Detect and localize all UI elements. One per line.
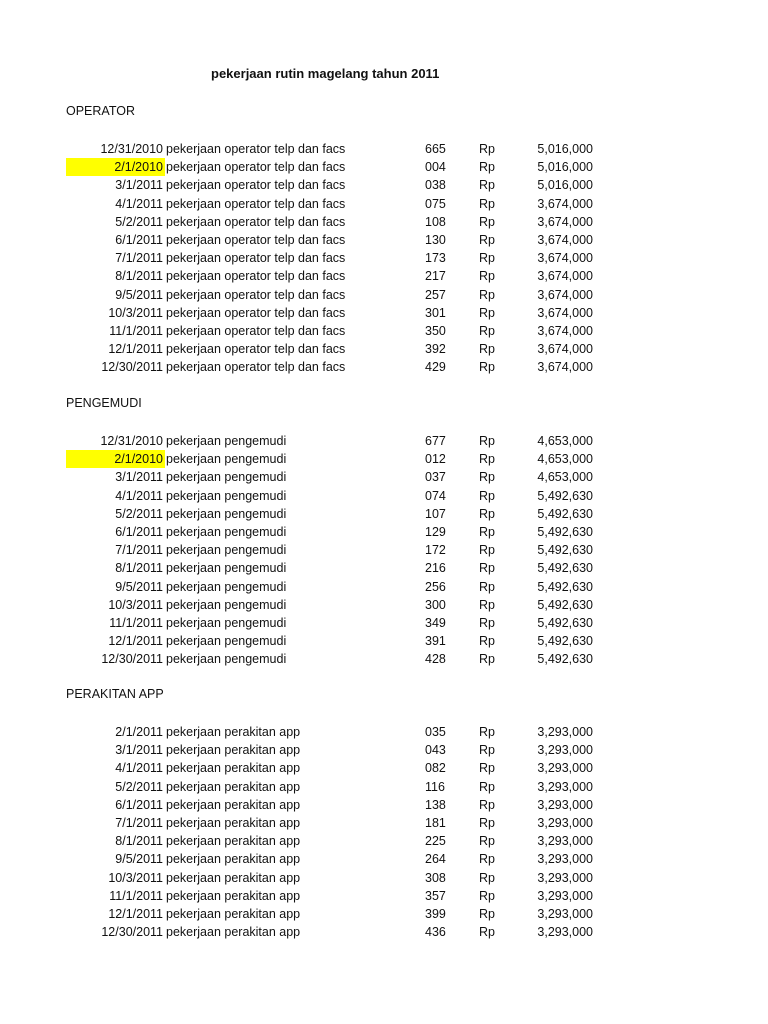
currency-cell: Rp: [479, 907, 495, 921]
date-cell: 2/1/2010: [66, 158, 165, 176]
amount-cell: 3,674,000: [537, 251, 593, 266]
amount-cell: 5,492,630: [537, 506, 593, 521]
code-cell: 038: [425, 178, 446, 193]
table-row: [0, 559, 768, 577]
description-cell: pekerjaan perakitan app: [166, 834, 301, 849]
description-cell: pekerjaan operator telp dan facs: [166, 287, 346, 302]
date-cell: 8/1/2011: [115, 269, 163, 284]
code-cell: 429: [425, 360, 446, 375]
amount-cell: 3,293,000: [537, 870, 593, 885]
table-row: [0, 923, 768, 941]
description-cell: pekerjaan operator telp dan facs: [166, 324, 346, 338]
currency-cell: Rp: [479, 142, 495, 156]
description-cell: pekerjaan perakitan app: [166, 797, 301, 812]
date-cell: 4/1/2011: [115, 761, 163, 776]
date-cell: 6/1/2011: [115, 797, 163, 812]
date-cell: 10/3/2011: [108, 597, 163, 612]
amount-cell: 3,674,000: [537, 269, 593, 284]
date-cell: 6/1/2011: [115, 233, 163, 247]
currency-cell: Rp: [479, 525, 495, 539]
code-cell: 225: [425, 834, 446, 849]
currency-cell: Rp: [479, 816, 495, 830]
currency-cell: Rp: [479, 725, 495, 739]
amount-cell: 3,674,000: [537, 342, 593, 357]
date-cell: 9/5/2011: [115, 287, 163, 302]
code-cell: 082: [425, 761, 446, 776]
amount-cell: 5,492,630: [537, 525, 593, 539]
amount-cell: 3,674,000: [537, 287, 593, 302]
code-cell: 665: [425, 142, 446, 156]
table-row: [0, 741, 768, 759]
currency-cell: Rp: [479, 597, 495, 612]
date-cell: 11/1/2011: [109, 324, 163, 338]
amount-cell: 3,674,000: [537, 305, 593, 320]
currency-cell: Rp: [479, 287, 495, 302]
currency-cell: Rp: [479, 634, 495, 649]
description-cell: pekerjaan perakitan app: [166, 816, 301, 830]
code-cell: 012: [425, 452, 446, 467]
table-row: [0, 614, 768, 632]
table-row: [0, 578, 768, 596]
table-row: [0, 632, 768, 650]
currency-cell: Rp: [479, 579, 495, 594]
amount-cell: 3,293,000: [537, 852, 593, 867]
code-cell: 037: [425, 470, 446, 485]
code-cell: 216: [425, 561, 446, 576]
date-cell: 12/30/2011: [101, 925, 163, 940]
table-row: [0, 322, 768, 340]
description-cell: pekerjaan operator telp dan facs: [166, 251, 346, 266]
description-cell: pekerjaan operator telp dan facs: [166, 178, 346, 193]
currency-cell: Rp: [479, 305, 495, 320]
section-header: PENGEMUDI: [66, 396, 142, 410]
amount-cell: 5,016,000: [537, 160, 593, 175]
description-cell: pekerjaan pengemudi: [166, 434, 287, 448]
date-cell: 3/1/2011: [115, 178, 163, 193]
table-row: [0, 523, 768, 541]
currency-cell: Rp: [479, 360, 495, 375]
code-cell: 217: [425, 269, 446, 284]
description-cell: pekerjaan pengemudi: [166, 597, 287, 612]
description-cell: pekerjaan perakitan app: [166, 852, 301, 867]
description-cell: pekerjaan operator telp dan facs: [166, 360, 346, 375]
description-cell: pekerjaan pengemudi: [166, 561, 287, 576]
table-row: [0, 468, 768, 486]
code-cell: 350: [425, 324, 446, 338]
code-cell: 035: [425, 725, 446, 739]
amount-cell: 3,674,000: [537, 324, 593, 338]
amount-cell: 5,492,630: [537, 561, 593, 576]
description-cell: pekerjaan operator telp dan facs: [166, 233, 346, 247]
table-row: [0, 158, 768, 176]
code-cell: 075: [425, 196, 446, 211]
date-cell: 12/30/2011: [101, 652, 163, 667]
currency-cell: Rp: [479, 434, 495, 448]
date-cell: 12/1/2011: [108, 342, 163, 357]
table-row: [0, 723, 768, 741]
table-row: [0, 850, 768, 868]
table-row: [0, 814, 768, 832]
amount-cell: 3,293,000: [537, 907, 593, 921]
currency-cell: Rp: [479, 616, 495, 630]
table-row: [0, 304, 768, 322]
code-cell: 308: [425, 870, 446, 885]
amount-cell: 5,492,630: [537, 652, 593, 667]
table-row: [0, 231, 768, 249]
date-cell: 6/1/2011: [115, 525, 163, 539]
date-cell: 7/1/2011: [115, 543, 163, 558]
date-cell: 11/1/2011: [109, 888, 163, 903]
amount-cell: 3,293,000: [537, 743, 593, 758]
date-cell: 3/1/2011: [115, 743, 163, 758]
amount-cell: 3,293,000: [537, 888, 593, 903]
description-cell: pekerjaan perakitan app: [166, 743, 301, 758]
date-cell: 7/1/2011: [115, 251, 163, 266]
amount-cell: 3,674,000: [537, 233, 593, 247]
code-cell: 436: [425, 925, 446, 940]
code-cell: 399: [425, 907, 446, 921]
code-cell: 074: [425, 488, 446, 503]
description-cell: pekerjaan operator telp dan facs: [166, 305, 346, 320]
page-title: pekerjaan rutin magelang tahun 2011: [211, 66, 440, 81]
currency-cell: Rp: [479, 797, 495, 812]
code-cell: 172: [425, 543, 446, 558]
currency-cell: Rp: [479, 652, 495, 667]
table-row: [0, 213, 768, 231]
description-cell: pekerjaan operator telp dan facs: [166, 160, 346, 175]
code-cell: 173: [425, 251, 446, 266]
date-cell: 2/1/2010: [66, 450, 165, 468]
currency-cell: Rp: [479, 488, 495, 503]
table-row: [0, 340, 768, 358]
code-cell: 043: [425, 743, 446, 758]
description-cell: pekerjaan pengemudi: [166, 616, 287, 630]
date-cell: 8/1/2011: [115, 834, 163, 849]
currency-cell: Rp: [479, 761, 495, 776]
code-cell: 116: [425, 779, 445, 794]
section-header: OPERATOR: [66, 104, 135, 118]
code-cell: 107: [425, 506, 446, 521]
code-cell: 391: [425, 634, 446, 649]
code-cell: 300: [425, 597, 446, 612]
description-cell: pekerjaan perakitan app: [166, 761, 301, 776]
code-cell: 392: [425, 342, 446, 357]
amount-cell: 3,293,000: [537, 779, 593, 794]
currency-cell: Rp: [479, 452, 495, 467]
table-row: [0, 778, 768, 796]
code-cell: 129: [425, 525, 446, 539]
description-cell: pekerjaan pengemudi: [166, 488, 287, 503]
date-cell: 8/1/2011: [115, 561, 163, 576]
amount-cell: 5,492,630: [537, 616, 593, 630]
code-cell: 264: [425, 852, 446, 867]
date-cell: 12/1/2011: [108, 634, 163, 649]
description-cell: pekerjaan operator telp dan facs: [166, 196, 346, 211]
table-row: [0, 195, 768, 213]
description-cell: pekerjaan operator telp dan facs: [166, 269, 346, 284]
table-row: [0, 887, 768, 905]
date-cell: 5/2/2011: [115, 506, 163, 521]
currency-cell: Rp: [479, 470, 495, 485]
description-cell: pekerjaan pengemudi: [166, 579, 287, 594]
date-cell: 2/1/2011: [115, 725, 163, 739]
amount-cell: 5,016,000: [537, 178, 593, 193]
date-cell: 11/1/2011: [109, 616, 163, 630]
amount-cell: 3,293,000: [537, 834, 593, 849]
table-row: [0, 650, 768, 668]
description-cell: pekerjaan perakitan app: [166, 925, 301, 940]
currency-cell: Rp: [479, 324, 495, 338]
table-row: [0, 176, 768, 194]
amount-cell: 5,492,630: [537, 543, 593, 558]
currency-cell: Rp: [479, 925, 495, 940]
table-row: [0, 832, 768, 850]
amount-cell: 4,653,000: [537, 470, 593, 485]
currency-cell: Rp: [479, 214, 495, 229]
table-row: [0, 505, 768, 523]
currency-cell: Rp: [479, 870, 495, 885]
code-cell: 256: [425, 579, 446, 594]
table-row: [0, 286, 768, 304]
currency-cell: Rp: [479, 196, 495, 211]
amount-cell: 3,293,000: [537, 725, 593, 739]
table-row: [0, 759, 768, 777]
code-cell: 428: [425, 652, 446, 667]
amount-cell: 3,674,000: [537, 196, 593, 211]
description-cell: pekerjaan operator telp dan facs: [166, 142, 346, 156]
currency-cell: Rp: [479, 543, 495, 558]
date-cell: 5/2/2011: [115, 779, 163, 794]
description-cell: pekerjaan perakitan app: [166, 907, 301, 921]
amount-cell: 4,653,000: [537, 452, 593, 467]
table-row: [0, 905, 768, 923]
currency-cell: Rp: [479, 743, 495, 758]
date-cell: 4/1/2011: [115, 488, 163, 503]
currency-cell: Rp: [479, 178, 495, 193]
code-cell: 357: [425, 888, 446, 903]
amount-cell: 3,293,000: [537, 816, 593, 830]
amount-cell: 3,293,000: [537, 925, 593, 940]
amount-cell: 5,492,630: [537, 597, 593, 612]
date-cell: 5/2/2011: [115, 214, 163, 229]
date-cell: 12/31/2010: [100, 434, 163, 448]
currency-cell: Rp: [479, 160, 495, 175]
code-cell: 257: [425, 287, 446, 302]
description-cell: pekerjaan perakitan app: [166, 725, 301, 739]
description-cell: pekerjaan pengemudi: [166, 470, 287, 485]
amount-cell: 4,653,000: [537, 434, 593, 448]
table-row: [0, 796, 768, 814]
currency-cell: Rp: [479, 888, 495, 903]
currency-cell: Rp: [479, 834, 495, 849]
description-cell: pekerjaan pengemudi: [166, 543, 287, 558]
description-cell: pekerjaan perakitan app: [166, 888, 301, 903]
description-cell: pekerjaan perakitan app: [166, 779, 301, 794]
description-cell: pekerjaan operator telp dan facs: [166, 214, 346, 229]
code-cell: 108: [425, 214, 446, 229]
code-cell: 349: [425, 616, 446, 630]
description-cell: pekerjaan pengemudi: [166, 452, 287, 467]
description-cell: pekerjaan pengemudi: [166, 506, 287, 521]
table-row: [0, 869, 768, 887]
amount-cell: 5,492,630: [537, 579, 593, 594]
amount-cell: 3,674,000: [537, 360, 593, 375]
amount-cell: 3,674,000: [537, 214, 593, 229]
amount-cell: 5,492,630: [537, 634, 593, 649]
currency-cell: Rp: [479, 779, 495, 794]
description-cell: pekerjaan pengemudi: [166, 525, 287, 539]
code-cell: 677: [425, 434, 446, 448]
code-cell: 138: [425, 797, 446, 812]
currency-cell: Rp: [479, 342, 495, 357]
amount-cell: 3,293,000: [537, 797, 593, 812]
description-cell: pekerjaan operator telp dan facs: [166, 342, 346, 357]
table-row: [0, 596, 768, 614]
amount-cell: 3,293,000: [537, 761, 593, 776]
table-row: [0, 450, 768, 468]
code-cell: 181: [425, 816, 446, 830]
section-header: PERAKITAN APP: [66, 687, 164, 701]
date-cell: 9/5/2011: [115, 579, 163, 594]
table-row: [0, 541, 768, 559]
code-cell: 301: [425, 305, 446, 320]
currency-cell: Rp: [479, 233, 495, 247]
currency-cell: Rp: [479, 506, 495, 521]
code-cell: 004: [425, 160, 446, 175]
code-cell: 130: [425, 233, 446, 247]
table-row: [0, 487, 768, 505]
amount-cell: 5,016,000: [537, 142, 593, 156]
date-cell: 12/30/2011: [101, 360, 163, 375]
table-row: [0, 267, 768, 285]
date-cell: 12/1/2011: [108, 907, 163, 921]
description-cell: pekerjaan pengemudi: [166, 634, 287, 649]
description-cell: pekerjaan perakitan app: [166, 870, 301, 885]
date-cell: 7/1/2011: [115, 816, 163, 830]
amount-cell: 5,492,630: [537, 488, 593, 503]
date-cell: 12/31/2010: [100, 142, 163, 156]
table-row: [0, 140, 768, 158]
date-cell: 4/1/2011: [115, 196, 163, 211]
table-row: [0, 358, 768, 376]
currency-cell: Rp: [479, 561, 495, 576]
description-cell: pekerjaan pengemudi: [166, 652, 287, 667]
currency-cell: Rp: [479, 852, 495, 867]
table-row: [0, 432, 768, 450]
table-row: [0, 249, 768, 267]
date-cell: 3/1/2011: [115, 470, 163, 485]
date-cell: 10/3/2011: [108, 870, 163, 885]
date-cell: 10/3/2011: [108, 305, 163, 320]
currency-cell: Rp: [479, 269, 495, 284]
currency-cell: Rp: [479, 251, 495, 266]
date-cell: 9/5/2011: [115, 852, 163, 867]
